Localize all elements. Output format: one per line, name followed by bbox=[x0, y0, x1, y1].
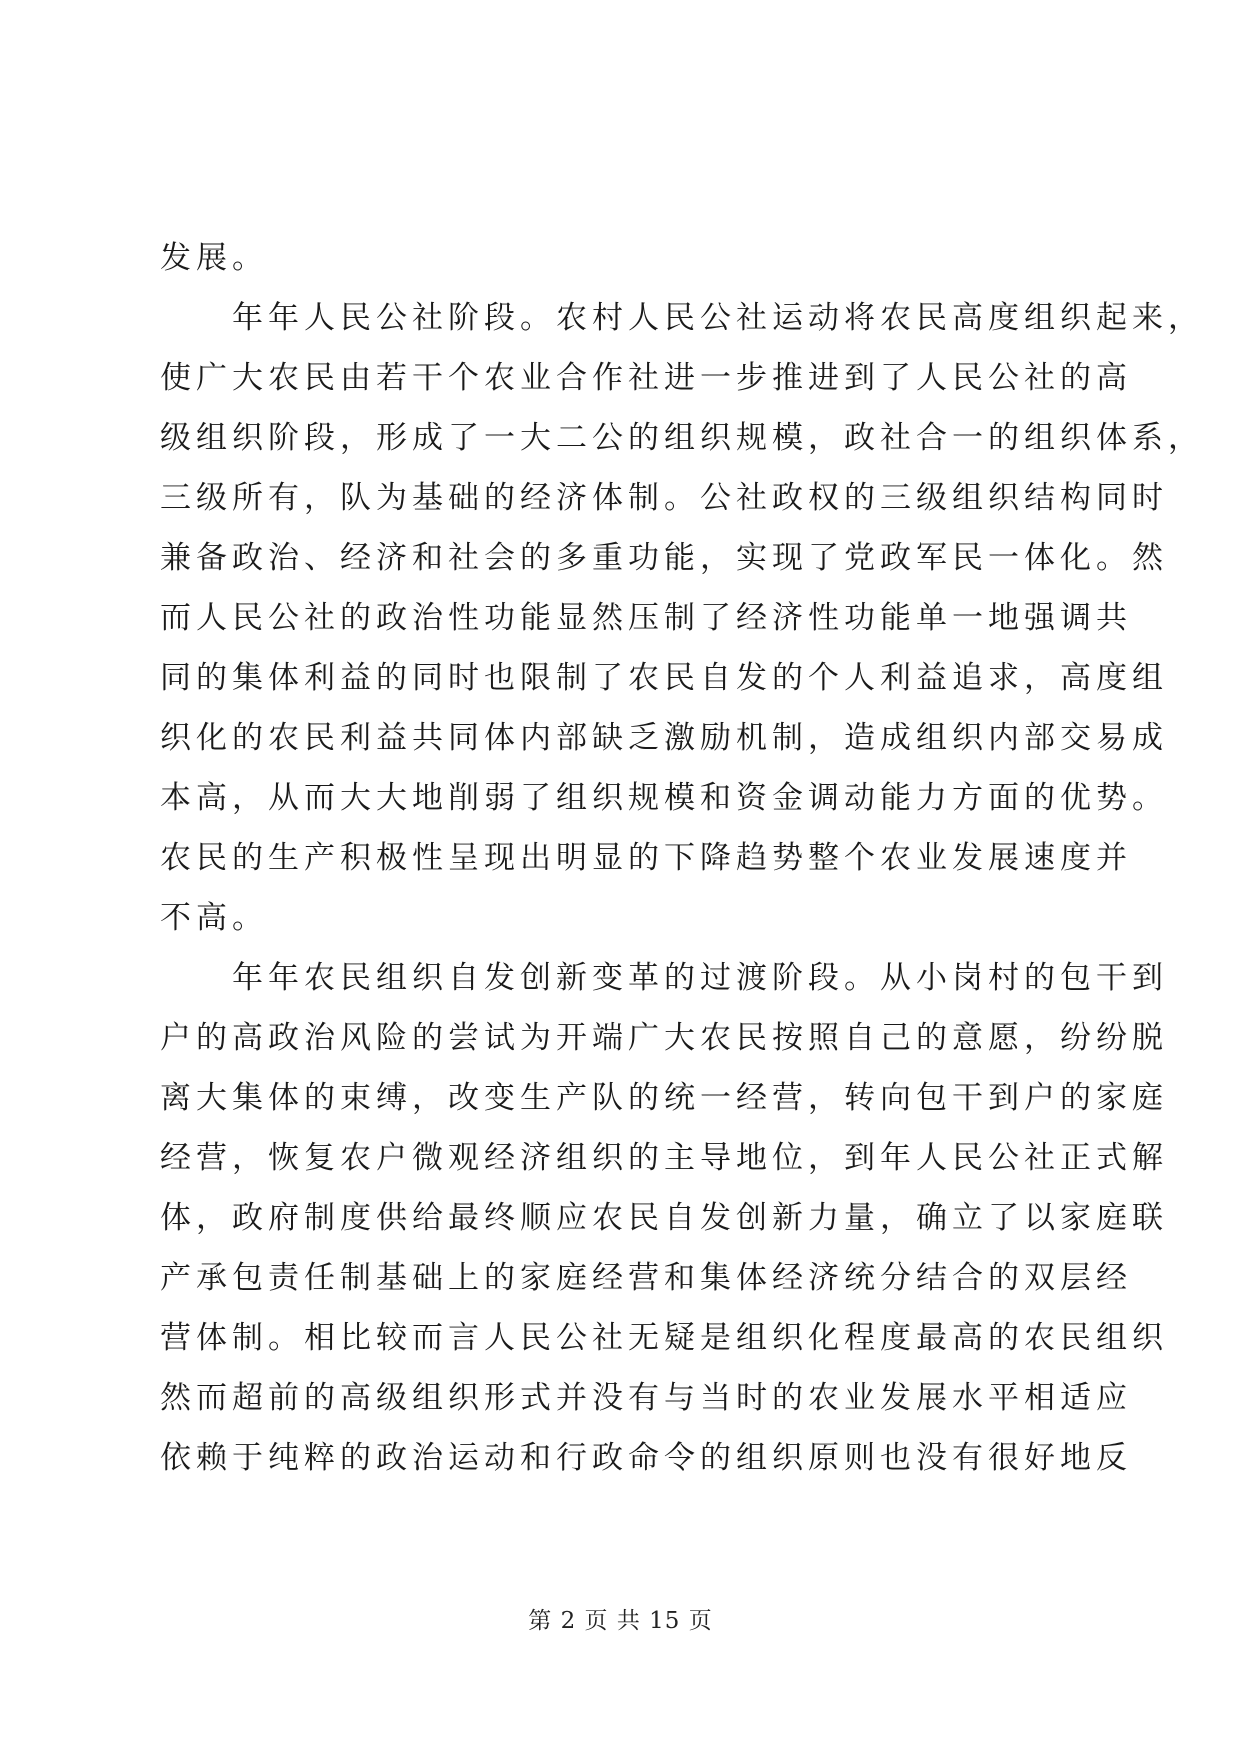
text-line: 年年农民组织自发创新变革的过渡阶段。从小岗村的包干到 bbox=[232, 960, 1168, 996]
text-line: 不高。 bbox=[160, 900, 268, 936]
text-line: 级组织阶段，形成了一大二公的组织规模，政社合一的组织体系， bbox=[160, 420, 1204, 456]
body-text bbox=[160, 228, 1204, 1488]
text-line: 而人民公社的政治性功能显然压制了经济性功能单一地强调共 bbox=[160, 600, 1132, 636]
text-line: 产承包责任制基础上的家庭经营和集体经济统分结合的双层经 bbox=[160, 1260, 1132, 1296]
text-line: 然而超前的高级组织形式并没有与当时的农业发展水平相适应 bbox=[160, 1380, 1132, 1416]
text-line: 同的集体利益的同时也限制了农民自发的个人利益追求，高度组 bbox=[160, 660, 1168, 696]
text-line: 发展。 bbox=[160, 240, 268, 276]
text-line: 体，政府制度供给最终顺应农民自发创新力量，确立了以家庭联 bbox=[160, 1200, 1168, 1236]
text-line: 离大集体的束缚，改变生产队的统一经营，转向包干到户的家庭 bbox=[160, 1080, 1168, 1116]
text-line: 三级所有，队为基础的经济体制。公社政权的三级组织结构同时 bbox=[160, 480, 1168, 516]
text-line: 农民的生产积极性呈现出明显的下降趋势整个农业发展速度并 bbox=[160, 840, 1132, 876]
text-line: 营体制。相比较而言人民公社无疑是组织化程度最高的农民组织 bbox=[160, 1320, 1168, 1356]
text-line: 兼备政治、经济和社会的多重功能，实现了党政军民一体化。然 bbox=[160, 540, 1168, 576]
text-line: 使广大农民由若干个农业合作社进一步推进到了人民公社的高 bbox=[160, 360, 1132, 396]
text-line: 年年人民公社阶段。农村人民公社运动将农民高度组织起来， bbox=[232, 300, 1204, 336]
text-line: 本高，从而大大地削弱了组织规模和资金调动能力方面的优势。 bbox=[160, 780, 1168, 816]
text-line: 户的高政治风险的尝试为开端广大农民按照自己的意愿，纷纷脱 bbox=[160, 1020, 1168, 1056]
text-line: 织化的农民利益共同体内部缺乏激励机制，造成组织内部交易成 bbox=[160, 720, 1168, 756]
page-footer: 第 2 页 共 15 页 bbox=[528, 1608, 713, 1634]
text-line: 经营，恢复农户微观经济组织的主导地位，到年人民公社正式解 bbox=[160, 1140, 1168, 1176]
text-line: 依赖于纯粹的政治运动和行政命令的组织原则也没有很好地反 bbox=[160, 1440, 1132, 1476]
